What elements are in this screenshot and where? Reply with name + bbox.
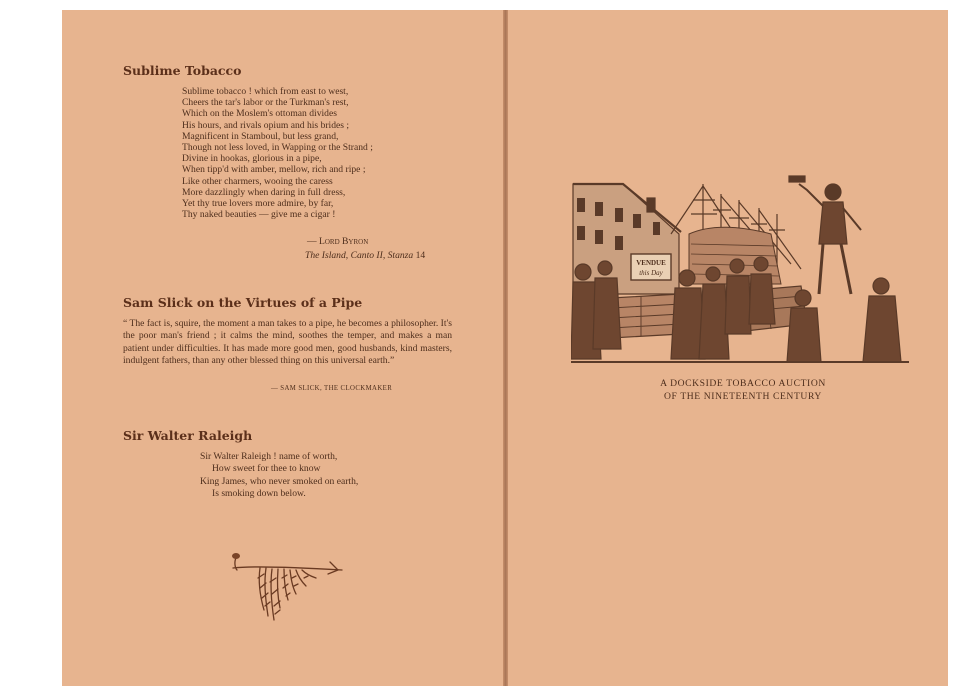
poem-line: When tipp'd with amber, mellow, rich and ripe ; (182, 164, 366, 176)
dockside-auction-woodcut (571, 174, 909, 366)
vendue-sign-line2: this Day (639, 269, 663, 277)
sam-slick-attribution: — SAM SLICK, THE CLOCKMAKER (271, 385, 393, 392)
sir-walter-raleigh-poem (200, 451, 358, 500)
poem-line: Cheers the tar's labor or the Turkman's rest, (182, 97, 349, 109)
poem-line: Sublime tobacco ! which from east to west, (182, 86, 349, 97)
poem-line: King James, who never smoked on earth, (200, 475, 359, 487)
poem-line: Divine in hookas, glorious in a pipe, (182, 153, 322, 165)
book-gutter (503, 10, 508, 686)
poem-line: Is smoking down below. (212, 487, 306, 499)
woodcut-caption-line1: A DOCKSIDE TOBACCO AUCTION (660, 378, 826, 389)
sublime-tobacco-poem (182, 86, 373, 220)
byron-source (305, 250, 425, 261)
vendue-sign-line1: VENDUE (636, 259, 666, 267)
poem-line: His hours, and rivals opium and his brides ; (182, 119, 350, 131)
poem-line: More dazzlingly when daring in full dress, (182, 186, 346, 198)
poem-line: Thy naked beauties — give me a cigar ! (182, 209, 336, 221)
poem-line: Though not less loved, in Wapping or the Strand ; (182, 142, 373, 154)
tobacco-leaves-ornament (230, 548, 348, 628)
byron-attribution: — Lord Byron (307, 236, 369, 247)
poem-line: How sweet for thee to know (212, 463, 321, 475)
sir-walter-raleigh-title: Sir Walter Raleigh (123, 428, 253, 443)
poem-line: Like other charmers, wooing the caress (182, 175, 333, 187)
sam-slick-quote: “ The fact is, squire, the moment a man takes to a pipe, he becomes a philosopher. It's the poor man's friend ; it calms the mind, soothes the temper, and makes a man patient under difficulties. It has made more good men, good husbands, kind masters, indulgent fathers, than any other blessed thing on this universal earth.” (123, 318, 452, 366)
poem-line: Sir Walter Raleigh ! name of worth, (200, 451, 338, 462)
byron-source-title: The Island, Canto II, Stanza (305, 250, 414, 261)
poem-line: Yet thy true lovers more admire, by far, (182, 198, 334, 210)
sam-slick-title: Sam Slick on the Virtues of a Pipe (123, 295, 363, 310)
woodcut-caption-line2: OF THE NINETEENTH CENTURY (664, 391, 822, 402)
sublime-tobacco-title: Sublime Tobacco (123, 63, 242, 78)
byron-source-number: 14 (415, 250, 426, 261)
poem-line: Which on the Moslem's ottoman divides (182, 108, 337, 120)
poem-line: Magnificent in Stamboul, but less grand, (182, 130, 339, 142)
